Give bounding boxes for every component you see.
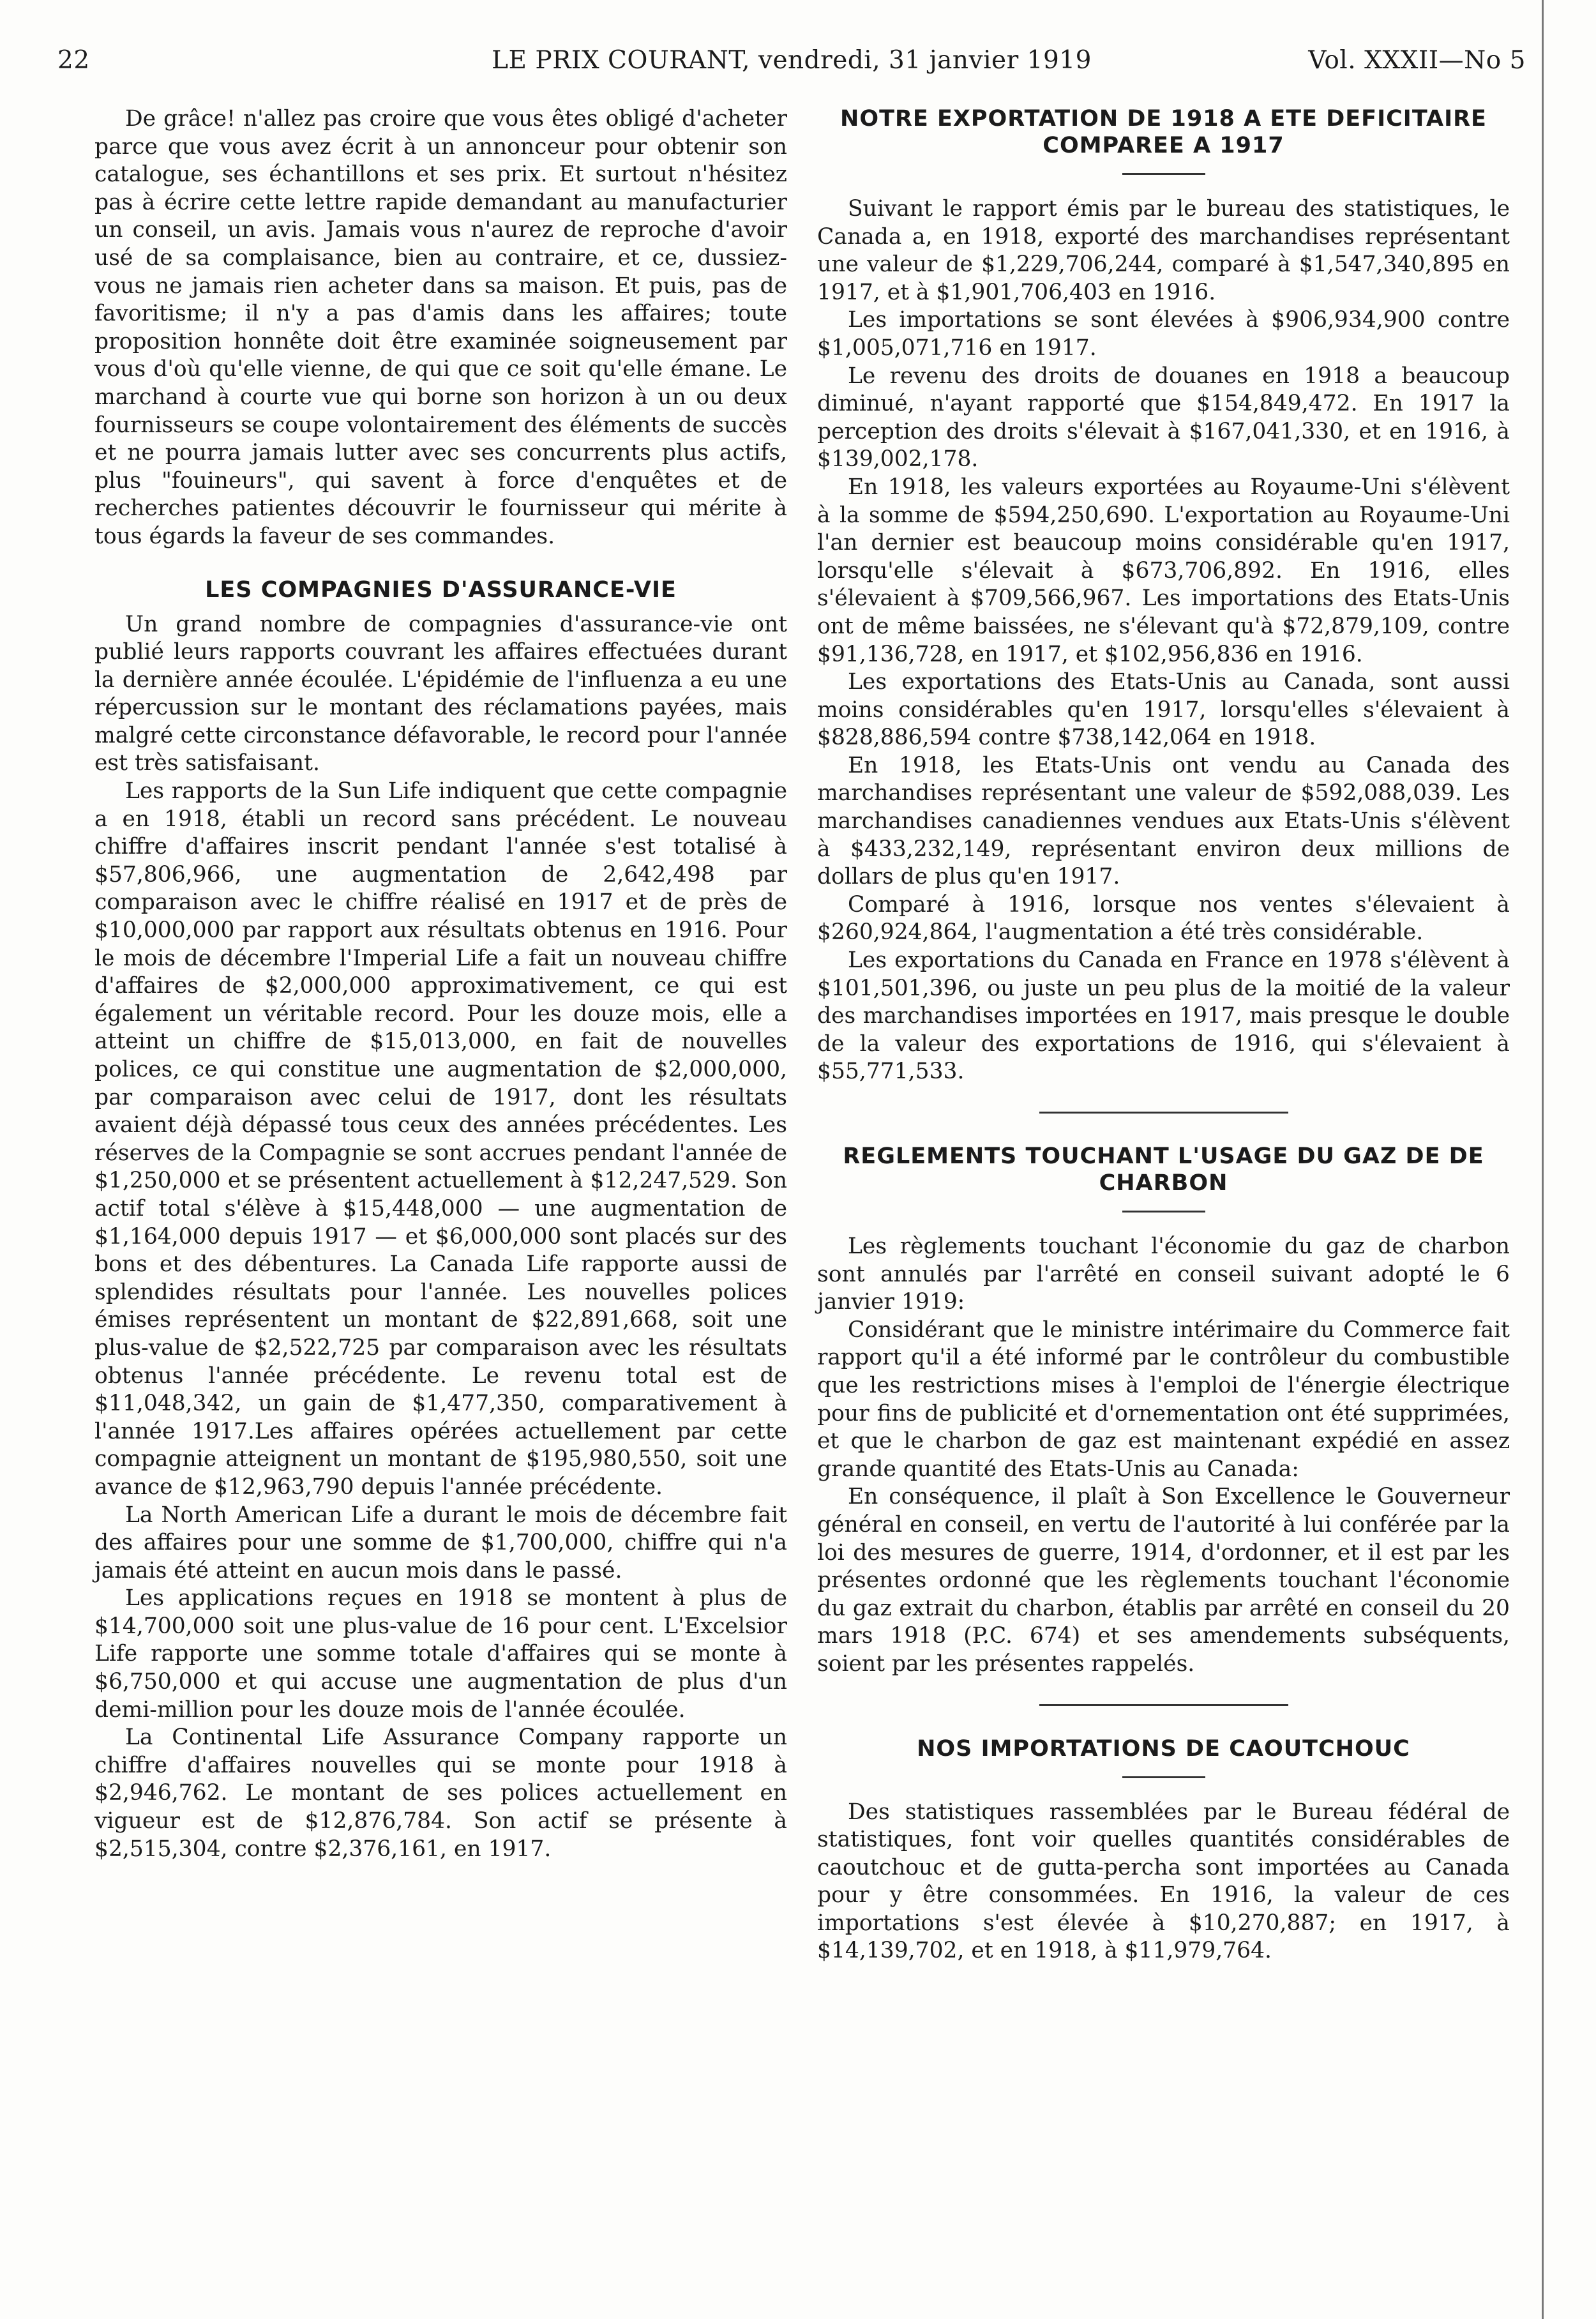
assurance-paragraph: Les applications reçues en 1918 se montent à plus de $14,700,000 soit une plus-value de 16 pour cent. L'Excelsior Life rapporte une somme totale d'affaires qui se monte à $6,750,000 et qui accuse une augmentation de plus d'un demi-million pour les douze mois de l'année écoulée. (94, 1585, 787, 1723)
gaz-paragraph: En conséquence, il plaît à Son Excellence le Gouverneur général en conseil, en vertu de l'autorité à lui conférée par la loi des mesures de guerre, 1914, d'ordonner, et il est par les présentes ordonné que les règlements touchant l'économie du gaz extrait du charbon, établis par arrêté en conseil du 20 mars 1918 (P.C. 674) et ses amendements subséquents, soient par les présentes rappelés. (817, 1484, 1510, 1677)
page-number: 22 (57, 46, 90, 75)
gaz-paragraph: Considérant que le ministre intérimaire du Commerce fait rapport qu'il a été informé par le contrôleur du combustible que les restrictions mises à l'emploi de l'énergie électrique pour fins de publicité et d'ornementation ont été supprimées, et que le charbon de gaz est maintenant expédié en assez grande quantité des Etats-Unis au Canada: (817, 1317, 1510, 1482)
gaz-heading: REGLEMENTS TOUCHANT L'USAGE DU GAZ DE DE CHARBON (843, 1144, 1484, 1196)
export-paragraph: Le revenu des droits de douanes en 1918 a beaucoup diminué, n'ayant rapporté que $154,849,472. En 1917 la perception des droits s'élevait à $167,041,330, et en 1916, à $139,002,178. (817, 363, 1510, 472)
page-edge-rule (1542, 0, 1544, 2319)
export-paragraph: En 1918, les Etats-Unis ont vendu au Canada des marchandises représentant une valeur de $592,088,039. Les marchandises canadiennes vendues aux Etats-Unis s'élèvent à $433,232,149, représentant environ deux millions de dollars de plus qu'en 1917. (817, 752, 1510, 890)
heading-separator (1122, 1776, 1205, 1778)
export-paragraph: Comparé à 1916, lorsque nos ventes s'élevaient à $260,924,864, l'augmentation a été très considérable. (817, 891, 1510, 946)
export-paragraph: En 1918, les valeurs exportées au Royaume-Uni s'élèvent à la somme de $594,250,690. L'exportation au Royaume-Uni l'an dernier est beaucoup moins considérable qu'en 1917, lorsqu'elle s'élevait à $673,706,892. En 1916, elles s'élevaient à $709,566,967. Les importations des Etats-Unis ont de même baissées, ne s'élevant qu'à $72,879,109, contre $91,136,728, en 1917, et $102,956,836 en 1916. (817, 474, 1510, 667)
volume-number: Vol. XXXII—No 5 (1308, 46, 1526, 75)
export-paragraph: Les exportations du Canada en France en 1978 s'élèvent à $101,501,396, ou juste un peu plus de la moitié de la valeur des marchandises importées en 1917, mais presque le double de la valeur des exportations de 1916, qui s'élevaient à $55,771,533. (817, 948, 1510, 1085)
export-heading: NOTRE EXPORTATION DE 1918 A ETE DEFICITAIRE COMPAREE A 1917 (840, 106, 1487, 158)
heading-separator (1122, 1211, 1205, 1212)
export-paragraph: Les importations se sont élevées à $906,934,900 contre $1,005,071,716 en 1917. (817, 307, 1510, 361)
section-rule (1039, 1704, 1288, 1706)
caoutchouc-paragraph: Des statistiques rassemblées par le Bureau fédéral de statistiques, font voir quelles quantités considérables de caoutchouc et de gutta-percha sont importées au Canada pour y être consommées. En 1916, la valeur de ces importations s'est élevée à $10,270,887; en 1917, à $14,139,702, et en 1918, à $11,979,764. (817, 1799, 1510, 1964)
assurance-heading: LES COMPAGNIES D'ASSURANCE-VIE (205, 577, 677, 603)
page-header (57, 46, 1526, 84)
assurance-paragraph: Les rapports de la Sun Life indiquent que cette compagnie a en 1918, établi un record sans précédent. Le nouveau chiffre d'affaires inscrit pendant l'année s'est totalisé à $57,806,966, une augmentation de 2,642,498 par comparaison avec le chiffre réalisé en 1917 et de près de $10,000,000 par rapport aux résultats obtenus en 1916. Pour le mois de décembre l'Imperial Life a fait un nouveau chiffre d'affaires de $2,000,000 approximativement, ce qui est également un véritable record. Pour les douze mois, elle a atteint un chiffre de $15,013,000, en fait de nouvelles polices, ce qui constitue une augmentation de $2,000,000, par comparaison avec celui de 1917, dont les résultats avaient déjà dépassé tous ceux des années précédentes. Les réserves de la Compagnie se sont accrues pendant l'année de $1,250,000 et se présentent actuellement à $12,247,529. Son actif total s'élève à $15,448,000 — une augmentation de $1,164,000 depuis 1917 — et $6,000,000 sont placés sur des bons et des débentures. La Canada Life rapporte aussi de splendides résultats pour l'année. Les nouvelles polices émises représentent un montant de $22,891,668, soit une plus-value de $2,522,725 par comparaison avec les résultats obtenus l'année précédente. Le revenu total est de $11,048,342, un gain de $1,477,350, comparativement à l'année 1917.Les affaires opérées actuellement par cette compagnie atteignent un montant de $195,980,550, soit une avance de $12,963,790 depuis l'année précédente. (94, 778, 787, 1500)
assurance-paragraph: La Continental Life Assurance Company rapporte un chiffre d'affaires nouvelles qui se monte pour 1918 à $2,946,762. Le montant de ses polices actuellement en vigueur est de $12,876,784. Son actif se présente à $2,515,304, contre $2,376,161, en 1917. (94, 1725, 787, 1862)
export-paragraph: Suivant le rapport émis par le bureau des statistiques, le Canada a, en 1918, exporté des marchandises représentant une valeur de $1,229,706,244, comparé à $1,547,340,895 en 1917, et à $1,901,706,403 en 1916. (817, 196, 1510, 305)
section-rule (1039, 1112, 1288, 1114)
intro-paragraph: De grâce! n'allez pas croire que vous êtes obligé d'acheter parce que vous avez écrit à un annonceur pour obtenir son catalogue, ses échantillons et ses prix. Et surtout n'hésitez pas à écrire cette lettre rapide demandant au manufacturier un conseil, un avis. Jamais vous n'aurez de reproche d'avoir usé de sa complaisance, bien au contraire, et ce, dussiez-vous ne jamais rien acheter dans sa maison. Et puis, pas de favoritisme; il n'y a pas d'amis dans les affaires; toute proposition honnête doit être examinée soigneusement par vous d'où qu'elle vienne, de qui que ce soit qu'elle émane. Le marchand à courte vue qui borne son horizon à un ou deux fournisseurs se coupe volontairement des éléments de succès et ne pourra jamais lutter avec ses concurrents plus actifs, plus "fouineurs", qui savent à force d'enquêtes et de recherches patientes découvrir le fournisseur qui mérite à tous égards la faveur de ses commandes. (94, 106, 787, 549)
left-column (94, 105, 787, 1863)
heading-separator (1122, 173, 1205, 175)
assurance-paragraph: Un grand nombre de compagnies d'assurance-vie ont publié leurs rapports couvrant les affaires effectuées durant la dernière année écoulée. L'épidémie de l'influenza a eu une répercussion sur le montant des réclamations payées, mais malgré cette circonstance défavorable, le record pour l'année est très satisfaisant. (94, 611, 787, 776)
right-column (817, 105, 1510, 1965)
journal-title: LE PRIX COURANT, vendredi, 31 janvier 1919 (492, 46, 1092, 75)
assurance-paragraph: La North American Life a durant le mois de décembre fait des affaires pour une somme de $1,700,000, chiffre qui n'a jamais été atteint en aucun mois dans le passé. (94, 1502, 787, 1583)
caoutchouc-heading: NOS IMPORTATIONS DE CAOUTCHOUC (917, 1735, 1410, 1762)
gaz-paragraph: Les règlements touchant l'économie du gaz de charbon sont annulés par l'arrêté en conseil suivant adopté le 6 janvier 1919: (817, 1234, 1510, 1315)
export-paragraph: Les exportations des Etats-Unis au Canada, sont aussi moins considérables qu'en 1917, lorsqu'elles s'élevaient à $828,886,594 contre $738,142,064 en 1918. (817, 669, 1510, 751)
